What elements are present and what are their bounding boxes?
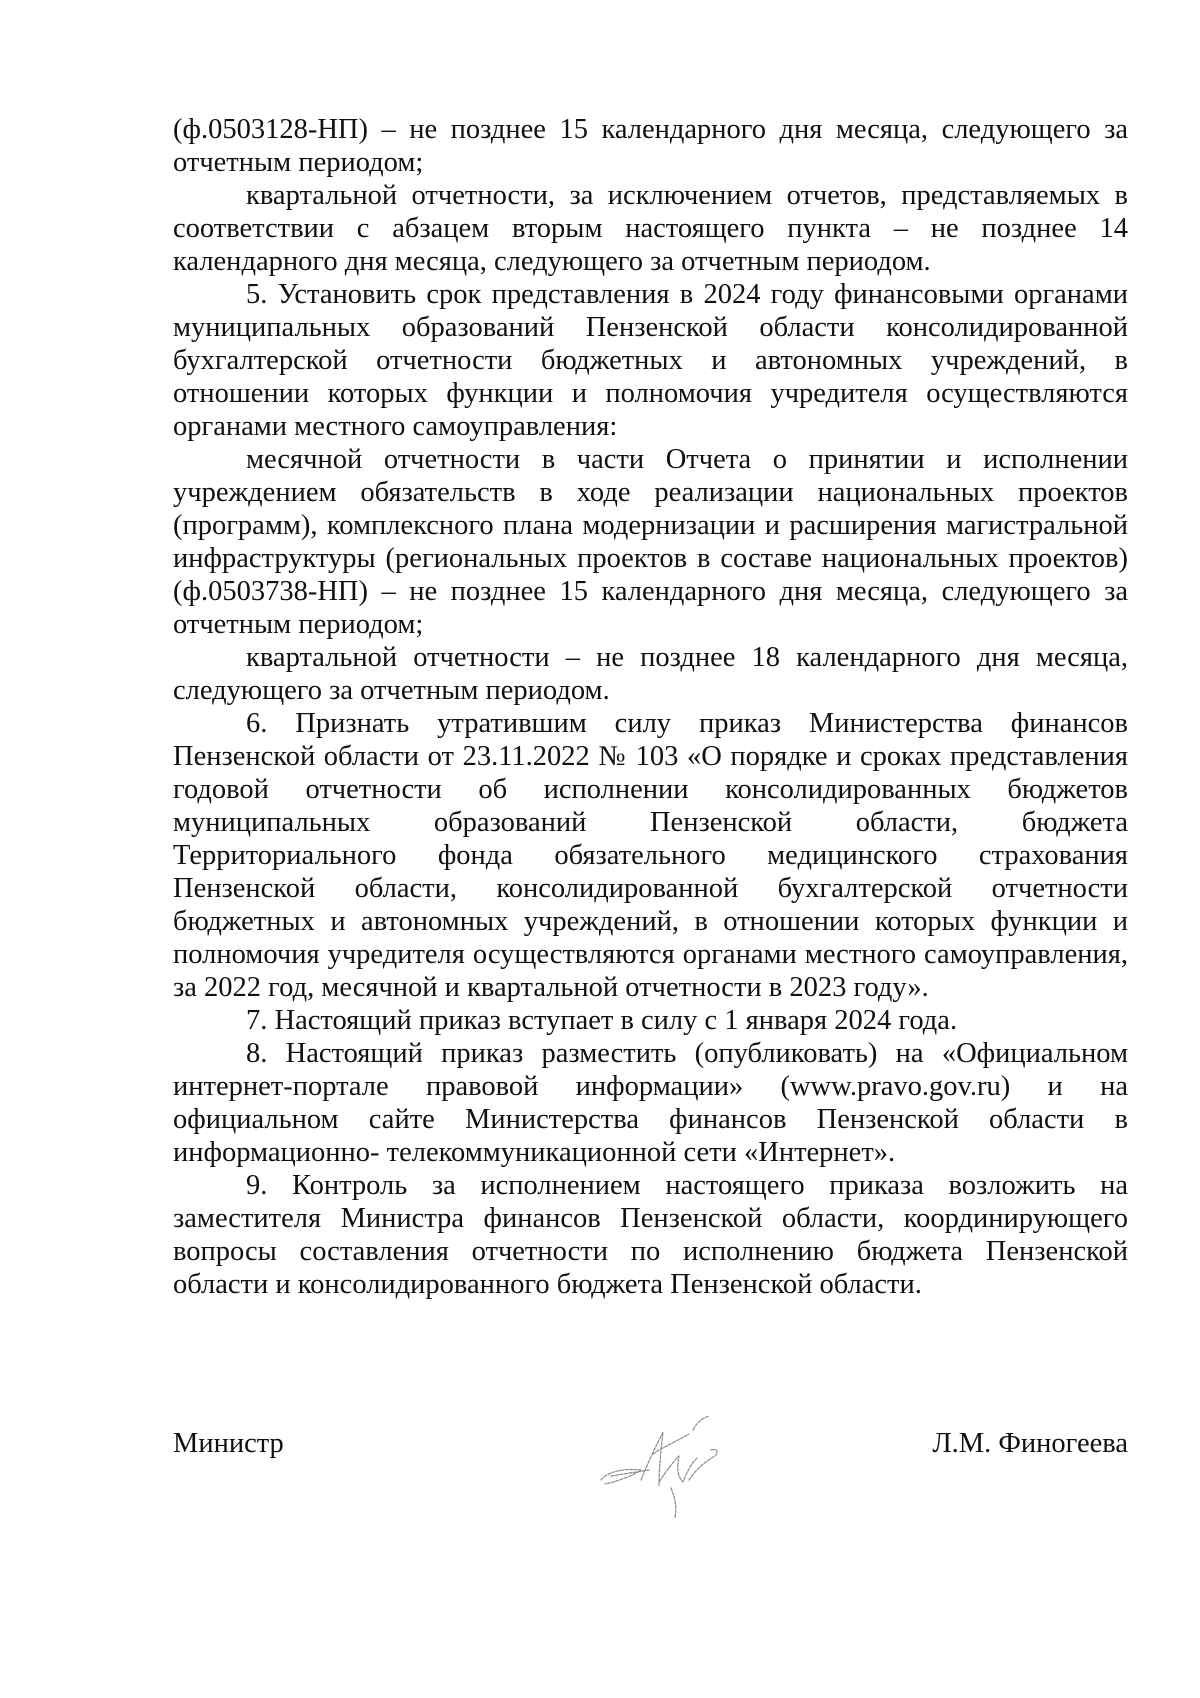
paragraph-9: 9. Контроль за исполнением настоящего приказа возложить на заместителя Министра финансов Пензенской области, координирующего вопросы составления отчетности по исполнению бюджета Пензенской области и консолидированного бюджета Пензенской области. [173,1170,1128,1300]
signer-position: Министр [173,1428,284,1459]
paragraph-5: квартальной отчетности – не позднее 18 календарного дня месяца, следующего за отчетным периодом. [173,642,1128,706]
paragraph-7: 7. Настоящий приказ вступает в силу с 1 января 2024 года. [246,1005,958,1036]
paragraph-1: (ф.0503128-НП) – не позднее 15 календарного дня месяца, следующего за отчетным периодом; [173,114,1128,178]
signature-block [173,1410,1128,1530]
document-body [173,113,1128,1301]
signer-name: Л.М. Финогеева [932,1428,1128,1459]
paragraph-6: 6. Признать утратившим силу приказ Министерства финансов Пензенской области от 23.11.2022 № 103 «О порядке и сроках представления годовой отчетности об исполнении консолидированных бюджетов муниципальных образований Пензенской области, бюджета Территориального фонда обязательного медицинского страхования Пензенской области, консолидированной бухгалтерской отчетности бюджетных и автономных учреждений, в отношении которых функции и полномочия учредителя осуществляются органами местного самоуправления, за 2022 год, месячной и квартальной отчетности в 2023 году». [173,708,1128,1003]
paragraph-3: 5. Установить срок представления в 2024 году финансовыми органами муниципальных образований Пензенской области консолидированной бухгалтерской отчетности бюджетных и автономных учреждений, в отношении которых функции и полномочия учредителя осуществляются органами местного самоуправления: [173,279,1128,442]
paragraph-8: 8. Настоящий приказ разместить (опубликовать) на «Официальном интернет-портале правовой информации» (www.pravo.gov.ru) и на официальном сайте Министерства финансов Пензенской области в информационно- телекоммуникационной сети «Интернет». [173,1038,1128,1168]
paragraph-4: месячной отчетности в части Отчета о принятии и исполнении учреждением обязательств в ходе реализации национальных проектов (программ), комплексного плана модернизации и расширения магистральной инфраструктуры (региональных проектов в составе национальных проектов) (ф.0503738-НП) – не позднее 15 календарного дня месяца, следующего за отчетным периодом; [173,444,1128,640]
paragraph-2: квартальной отчетности, за исключением отчетов, представляемых в соответствии с абзацем вторым настоящего пункта – не позднее 14 календарного дня месяца, следующего за отчетным периодом. [173,180,1128,277]
handwritten-signature [593,1410,743,1525]
